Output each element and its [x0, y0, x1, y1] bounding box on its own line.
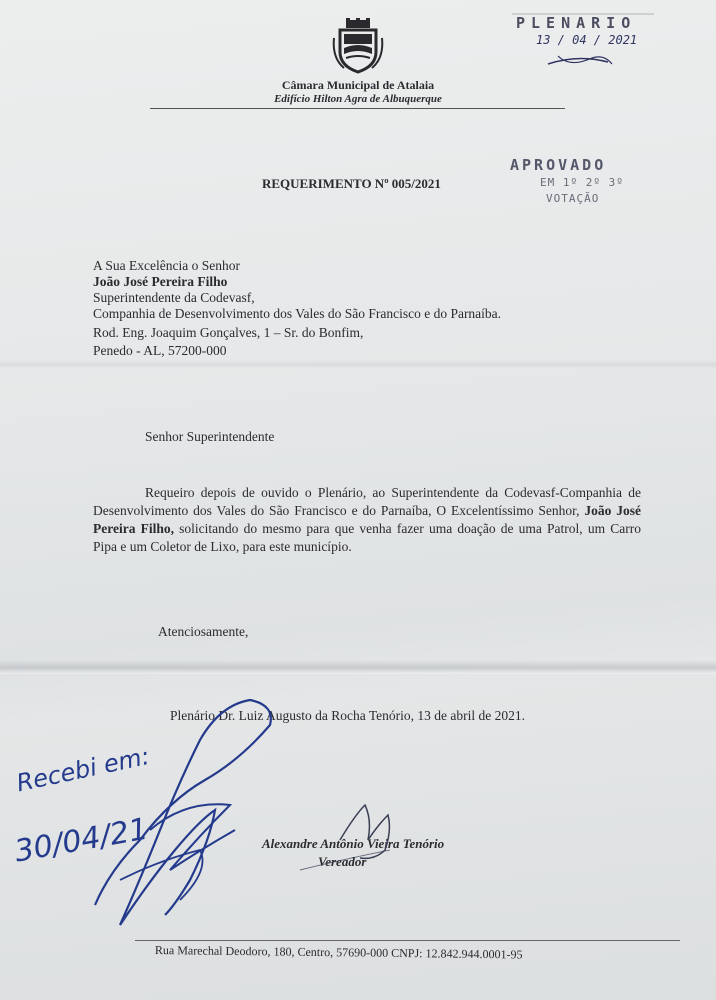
greeting: Senhor Superintendente	[145, 429, 275, 444]
addressee-street: Rod. Eng. Joaquim Gonçalves, 1 – Sr. do Bonfim,	[93, 325, 364, 340]
addressee-company: Companhia de Desenvolvimento dos Vales do São Francisco e do Parnaíba.	[93, 306, 502, 321]
paper-fold-upper	[0, 360, 716, 368]
body-text-part2: solicitando do mesmo para que venha fazer uma doação de uma Patrol, um Carro Pipa e um Coletor de Lixo, para este município.	[93, 521, 641, 554]
approved-stamp-vote: VOTAÇÃO	[546, 192, 600, 205]
footer-address: Rua Marechal Deodoro, 180, Centro, 57690-000 CNPJ: 12.842.944.0001-95	[154, 943, 523, 962]
approved-stamp-turns: EM 1º 2º 3º	[540, 176, 624, 189]
body-paragraph	[93, 484, 641, 556]
handwritten-received-note: Recebi em:	[14, 741, 153, 798]
place-and-date: Plenário Dr. Luiz Augusto da Rocha Tenório, 13 de abril de 2021.	[170, 708, 525, 723]
addressee-salutation: A Sua Excelência o Senhor	[93, 258, 240, 273]
signature-scribble	[95, 700, 271, 925]
building-name: Edifício Hilton Agra de Albuquerque	[274, 93, 442, 105]
body-text-part1: Requeiro depois de ouvido o Plenário, ao Superintendente da Codevasf-Companhia de Desenvolvimento dos Vales do São Francisco e do Parnaíba, O Excelentíssimo Senhor,	[93, 485, 641, 518]
handwritten-received-date: 30/04/21	[12, 811, 151, 870]
approved-stamp-title: APROVADO	[510, 156, 607, 174]
signer-role: Vereador	[318, 854, 367, 869]
paper-fold	[0, 660, 716, 674]
body-highlight-name: João José Pereira Filho,	[93, 503, 641, 536]
header-divider	[150, 108, 565, 109]
addressee-city: Penedo - AL, 57200-000	[93, 343, 227, 358]
footer-divider	[135, 940, 680, 941]
addressee-name: João José Pereira Filho	[93, 274, 228, 289]
closing: Atenciosamente,	[158, 624, 249, 639]
chamber-name: Câmara Municipal de Atalaia	[281, 78, 435, 92]
coat-of-arms-icon	[332, 18, 384, 74]
addressee-role: Superintendente da Codevasf,	[93, 290, 255, 305]
plenario-stamp-title: PLENARIO	[516, 14, 637, 32]
signer-name: Alexandre Antônio Vieira Tenório	[262, 836, 445, 851]
document-title: REQUERIMENTO Nº 005/2021	[262, 176, 441, 191]
plenario-stamp-date: 13 / 04 / 2021	[536, 33, 638, 47]
